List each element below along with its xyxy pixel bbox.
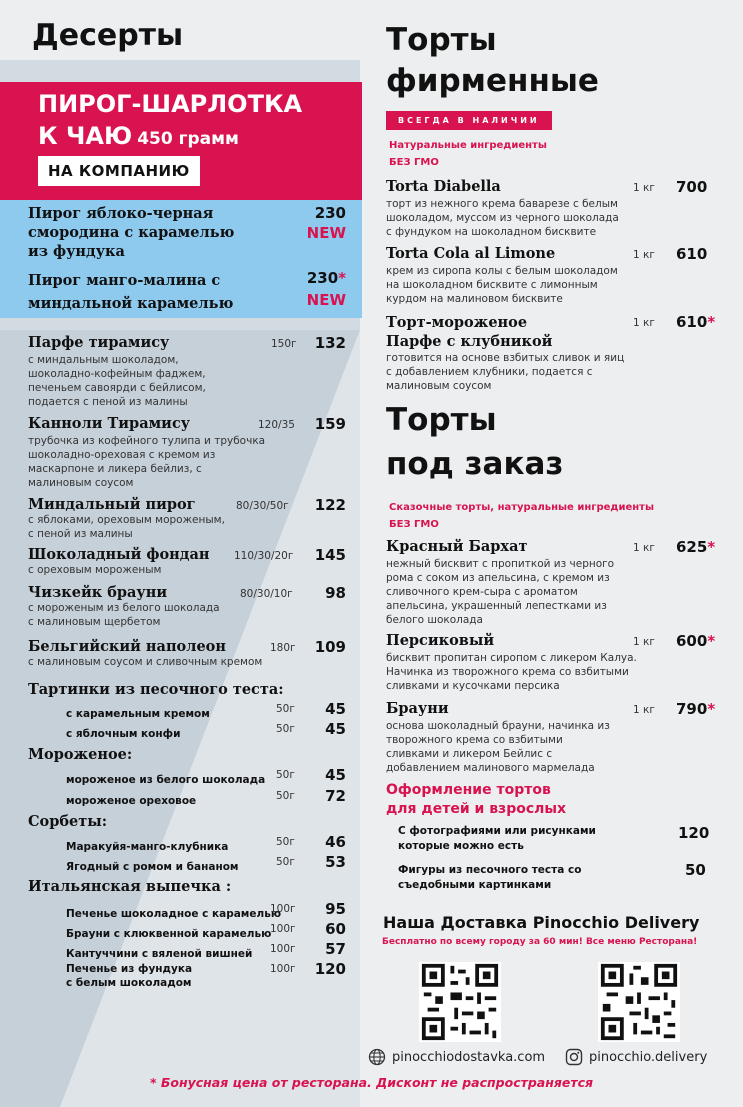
cake-weight: 1 кг [633,182,655,194]
decor-name: Фигуры из песочного теста со съедобными картинками [398,864,582,891]
qr-code-icon [419,962,501,1042]
pastry-name: Брауни с клюквенной карамелью [66,928,272,940]
sorbet-weight: 50г [276,856,295,868]
custom-cake-item [386,632,716,693]
icecream-row [66,789,350,808]
tartlets-title: Тартинки из песочного теста: [28,681,284,698]
pie-price: 230 [314,204,346,222]
signature-note2: БЕЗ ГМО [389,157,439,168]
item-name: Парфе тирамису [28,334,170,351]
item-name: Бельгийский наполеон [28,638,226,655]
icecream-weight: 50г [276,769,295,781]
promo-line2-main: К ЧАЮ [38,122,133,150]
pastry-row [66,902,350,921]
footer-note: * Бонусная цена от ресторана. Дисконт не распространяется [149,1075,594,1090]
decor-row [398,863,718,893]
sorbet-price: 53 [325,853,346,871]
tartlet-row [66,702,350,721]
decor-name: С фотографиями или рисунками которые можно есть [398,825,596,852]
pie-new-tag: NEW [306,224,346,242]
pastry-row [66,922,350,941]
pastry-price: 60 [325,920,346,938]
pastry-weight: 100г [270,903,296,915]
item-price: 98 [325,584,346,602]
signature-title-line2: фирменные [386,63,599,99]
item-price: 109 [314,638,346,656]
star-mark: * [707,313,716,331]
pastry-price: 57 [325,940,346,958]
item-price: 132 [314,334,346,352]
cake-desc: торт из нежного крема баварезе с белым шоколадом, муссом из черного шоколада с фундуком на шоколадном бисквите [386,198,619,238]
tartlet-price: 45 [325,700,346,718]
pie-name: Пирог манго-малина с миндальной карамелью [28,272,234,312]
custom-cakes-title [386,398,563,486]
always-available-badge: ВСЕГДА В НАЛИЧИИ [386,111,552,130]
pastry-title: Итальянская выпечка : [28,878,232,895]
cake-price-value: 790 [676,700,708,718]
cake-name: Torta Diabella [386,178,501,195]
delivery-title: Наша Доставка Pinocchio Delivery [383,913,700,932]
cake-weight: 1 кг [633,704,655,716]
pastry-name: Кантуччини с вяленой вишней [66,948,253,960]
cake-name: Красный Бархат [386,538,528,555]
pastry-weight: 100г [270,943,296,955]
tartlet-weight: 50г [276,723,295,735]
item-desc: трубочка из кофейного тулипа и трубочка шоколадно-ореховая с кремом из маскарпоне и ликера бейлиз, с малиновым соусом [28,435,266,489]
cake-price: 700 [676,178,708,196]
dessert-item [28,638,350,669]
decor-price: 120 [678,824,710,842]
promo-weight: 450 грамм [137,129,239,149]
icecream-row [66,768,350,787]
cake-price: 610 [676,245,708,263]
instagram-text: pinocchio.delivery [589,1049,708,1065]
decor-title-line1: Оформление тортов [386,782,551,798]
sorbet-row [66,855,350,874]
cake-desc: крем из сиропа колы с белым шоколадом на шоколадном бисквите с лимонным курдом на малиновом бисквите [386,265,618,305]
item-desc: с яблоками, ореховым мороженым, с пеной из малины [28,514,225,540]
sorbet-price: 46 [325,833,346,851]
pie-name: Пирог яблоко-черная смородина с карамелью из фундука [28,205,235,260]
pie-price-value: 230 [306,269,339,287]
tartlet-price: 45 [325,720,346,738]
custom-title-line2: под заказ [386,446,564,482]
item-desc: с ореховым мороженым [28,564,162,576]
cake-desc: бисквит пропитан сиропом с ликером Калуа. Начинка из творожного крема со взбитыми сливками и кусочками персика [386,652,637,692]
cake-name: Брауни [386,700,449,717]
pastry-name: Печенье из фундука с белым шоколадом [66,963,193,989]
cake-price-value: 625 [676,538,708,556]
cake-price [676,313,715,331]
instagram-icon [565,1048,583,1066]
decor-price: 50 [685,861,706,879]
icecream-price: 45 [325,766,346,784]
pastry-weight: 100г [270,963,296,975]
tartlet-row [66,722,350,741]
pie-item-2 [28,269,350,315]
item-desc: с мороженым из белого шоколада с малиновым щербетом [28,602,220,628]
cake-weight: 1 кг [633,317,655,329]
desserts-title: Десерты [32,18,184,53]
qr-code-icon [598,962,680,1042]
tartlet-weight: 50г [276,703,295,715]
item-price: 145 [314,546,346,564]
item-name: Миндальный пирог [28,496,196,513]
decor-title [386,781,566,819]
sorbet-row [66,835,350,854]
sorbet-name: Ягодный с ромом и бананом [66,861,239,873]
pie-item-1 [28,204,350,261]
pie-price [307,269,346,287]
custom-cake-item [386,700,716,775]
signature-cakes-title [386,20,599,102]
dessert-item [28,546,350,577]
pastry-price: 95 [325,900,346,918]
decor-row [398,824,718,854]
signature-note1: Натуральные ингредиенты [389,140,547,151]
pastry-name: Печенье шоколадное с карамелью [66,908,282,920]
dessert-item [28,415,350,490]
cake-price [676,632,715,650]
pastry-price: 120 [314,960,346,978]
dessert-item [28,496,350,541]
item-name: Шоколадный фондан [28,546,210,563]
cake-desc: нежный бисквит с пропиткой из черного рома с соком из апельсина, с кремом из сливочного крем-сыра с ароматом апельсина, украшенный лепестками из белого шоколада [386,558,615,626]
promo-line1: ПИРОГ-ШАРЛОТКА [38,90,303,118]
dessert-item [28,334,350,409]
pastry-weight: 100г [270,923,296,935]
cake-weight: 1 кг [633,636,655,648]
qr-code-website[interactable] [419,962,501,1042]
item-weight: 180г [270,642,296,654]
star-mark: * [707,538,716,556]
item-weight: 120/35 [258,419,295,431]
dessert-item [28,584,350,629]
promo-banner [0,82,362,200]
custom-note2: БЕЗ ГМО [389,519,439,530]
item-name: Канноли Тирамису [28,415,191,432]
cake-name: Torta Cola al Limone [386,245,556,262]
cake-price [676,700,715,718]
custom-note1: Сказочные торты, натуральные ингредиенты [389,502,655,513]
qr-code-instagram[interactable] [598,962,680,1042]
item-weight: 80/30/50г [236,500,289,512]
globe-icon [368,1048,386,1066]
star-mark: * [707,700,716,718]
icecream-price: 72 [325,787,346,805]
cake-price-value: 600 [676,632,708,650]
star-mark: * [338,269,346,287]
promo-line2 [38,122,239,150]
cake-name: Персиковый [386,632,495,649]
promo-badge: НА КОМПАНИЮ [38,156,200,186]
item-name: Чизкейк брауни [28,584,168,601]
star-mark: * [707,632,716,650]
item-desc: с миндальным шоколадом, шоколадно-кофейным фаджем, печеньем савоярди с бейлисом, подается с пеной из малины [28,354,206,408]
cake-weight: 1 кг [633,542,655,554]
icecream-title: Мороженое: [28,746,133,763]
tartlet-name: с яблочным конфи [66,728,181,740]
cake-price [676,538,715,556]
cake-desc: готовится на основе взбитых сливок и яиц с добавлением клубники, подается с малиновым соусом [386,352,625,392]
signature-cake-item [386,245,716,306]
icecream-weight: 50г [276,790,295,802]
website-link[interactable] [368,1048,545,1066]
item-weight: 110/30/20г [234,550,294,562]
instagram-link[interactable] [565,1048,707,1066]
pie-new-tag: NEW [306,291,346,309]
pastry-row [66,942,350,961]
cake-weight: 1 кг [633,249,655,261]
item-weight: 150г [271,338,297,350]
cake-name: Торт-мороженое Парфе с клубникой [386,314,553,350]
custom-cake-item [386,538,716,627]
signature-cake-item [386,313,716,393]
cake-desc: основа шоколадный брауни, начинка из творожного крема со взбитыми сливками и ликером Бейлис с добавлением малинового мармелада [386,720,610,774]
custom-title-line1: Торты [386,402,497,438]
cake-price-value: 610 [676,313,708,331]
icecream-name: мороженое ореховое [66,795,197,807]
pastry-row [66,962,350,990]
item-weight: 80/30/10г [240,588,293,600]
website-text: pinocchiodostavka.com [392,1049,546,1065]
tartlet-name: с карамельным кремом [66,708,210,720]
decor-title-line2: для детей и взрослых [386,801,567,817]
signature-title-line1: Торты [386,22,497,58]
sorbets-title: Сорбеты: [28,813,108,830]
item-desc: с малиновым соусом и сливочным кремом [28,656,263,668]
delivery-subtitle: Бесплатно по всему городу за 60 мин! Все меню Ресторана! [382,937,698,947]
sorbet-name: Маракуйя-манго-клубника [66,841,229,853]
item-price: 122 [314,496,346,514]
item-price: 159 [314,415,346,433]
icecream-name: мороженое из белого шоколада [66,774,266,786]
sorbet-weight: 50г [276,836,295,848]
signature-cake-item [386,178,716,239]
